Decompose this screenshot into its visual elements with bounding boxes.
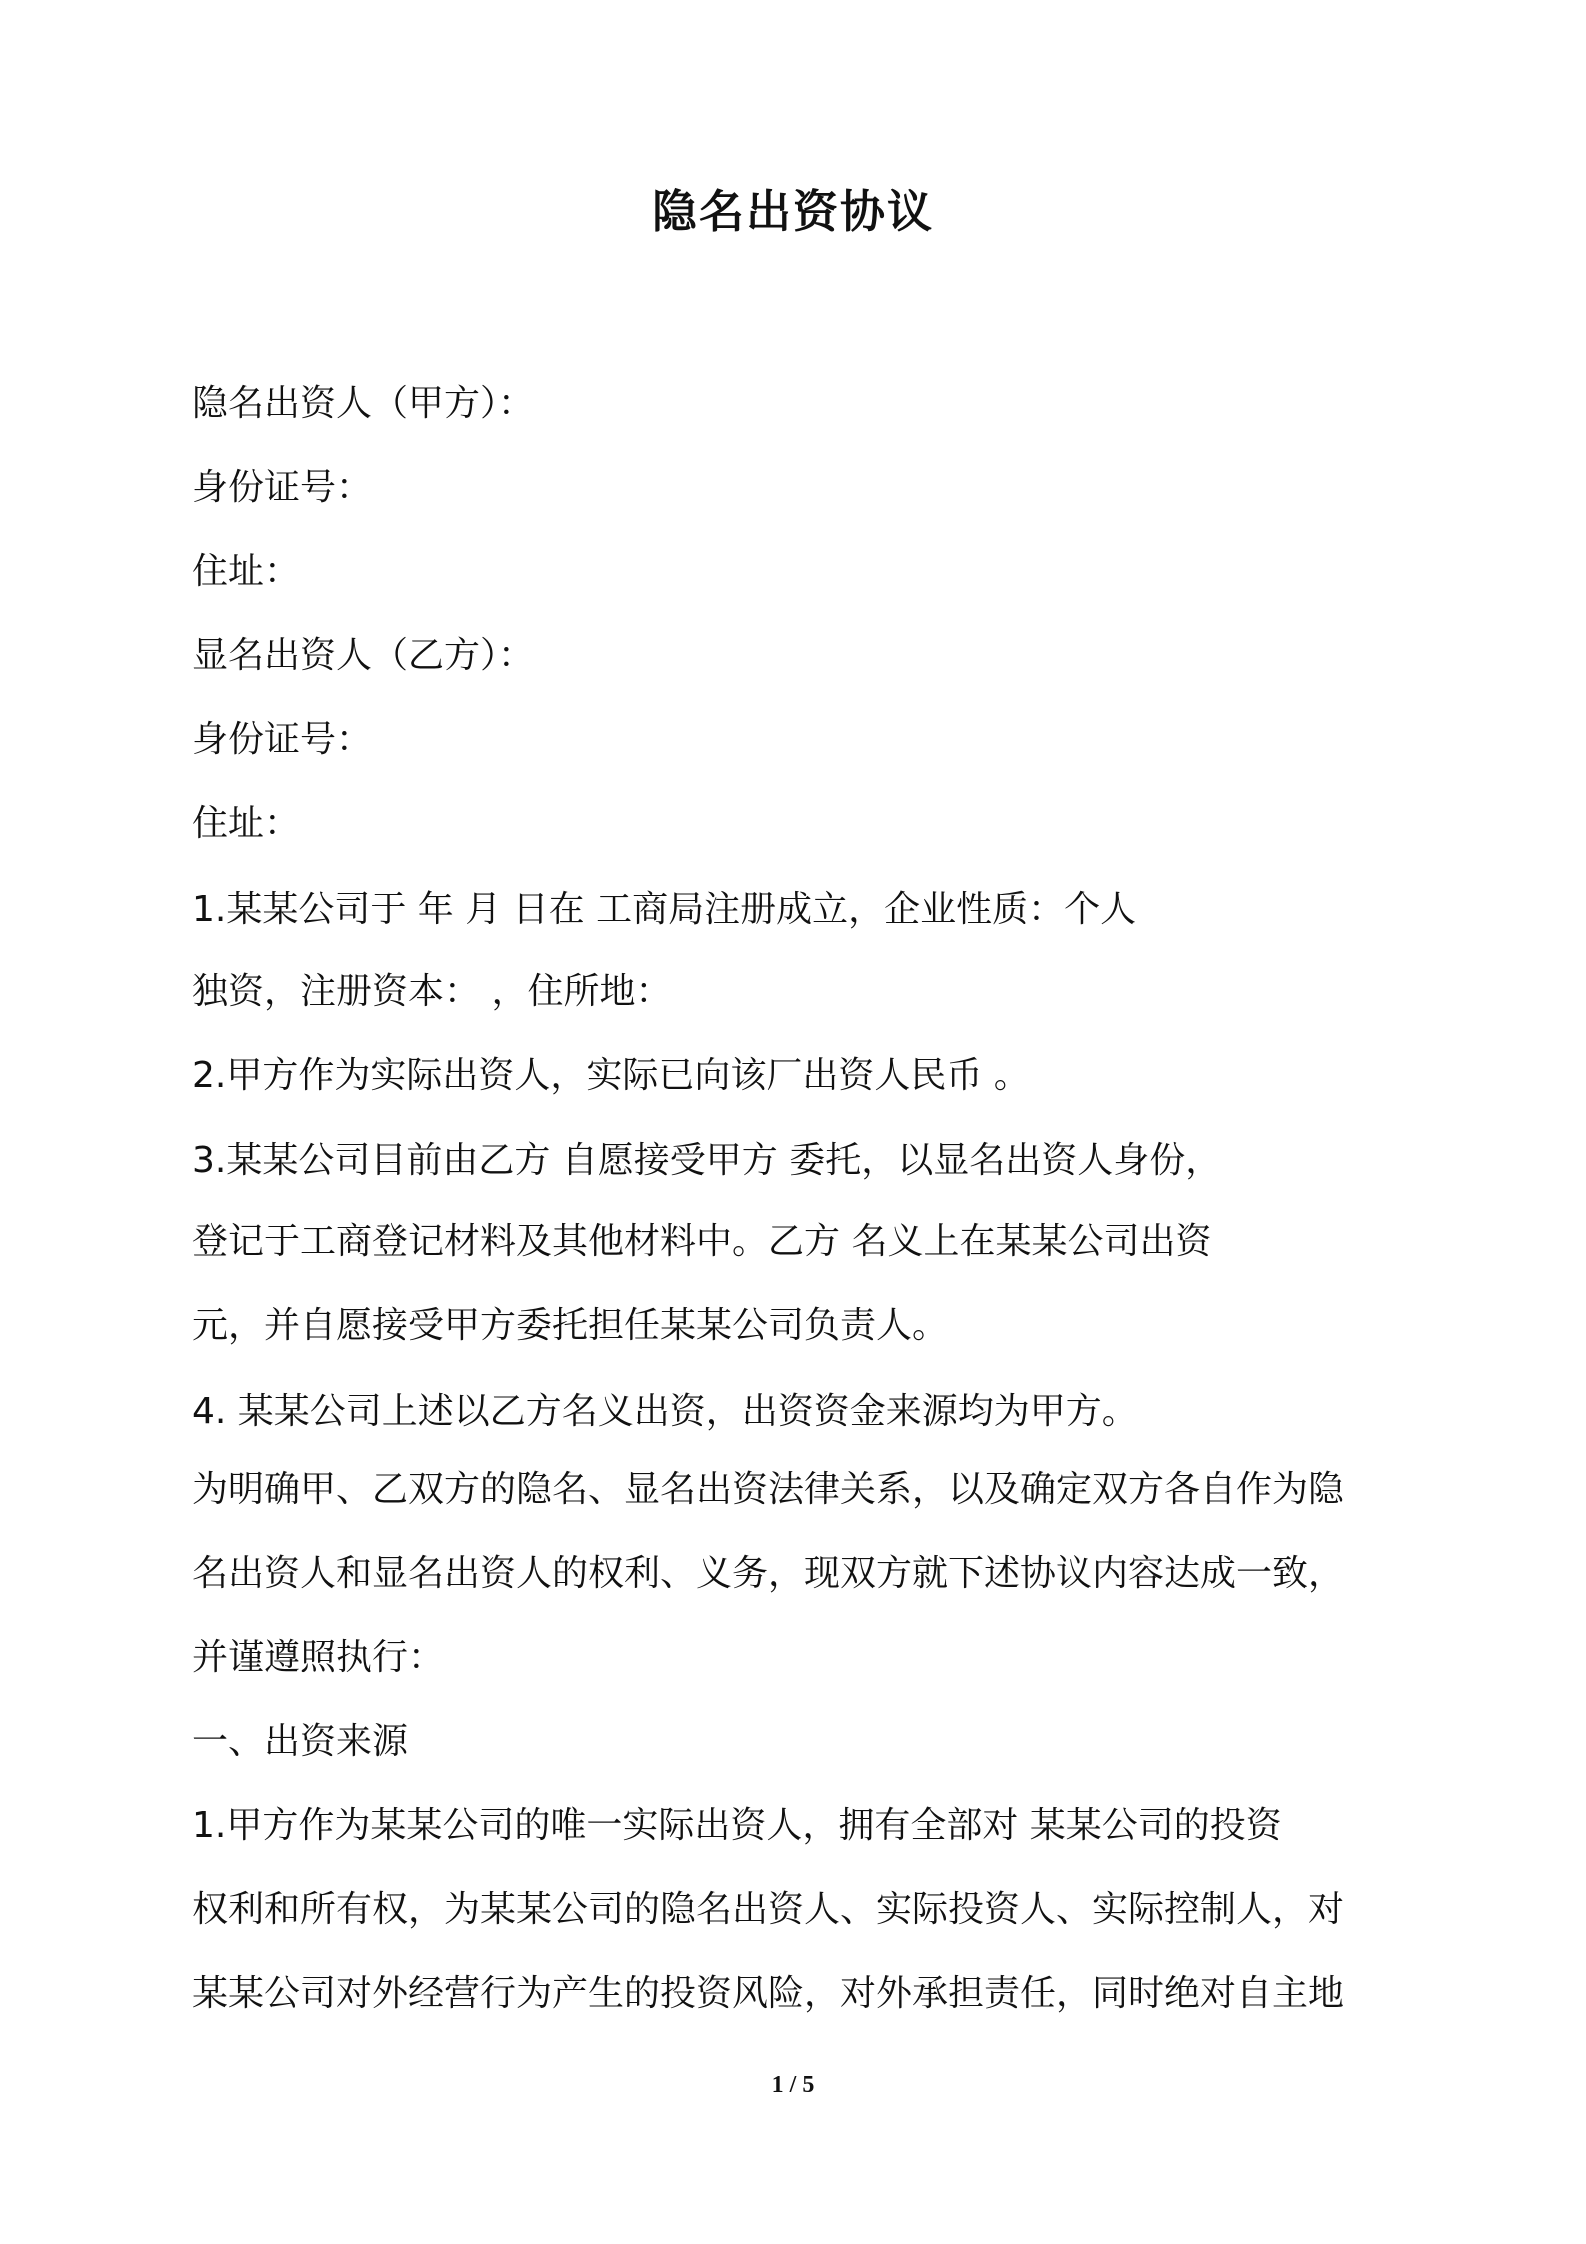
clause-3-line-1: 3.某某公司目前由乙方 自愿接受甲方 委托，以显名出资人身份， (192, 1140, 1222, 1181)
document-title: 隐名出资协议 (651, 185, 934, 238)
page-number: 1 / 5 (771, 2072, 815, 2098)
section-1-heading: 一、出资来源 (192, 1721, 409, 1762)
section-1-item-1-line-1: 1.甲方作为某某公司的唯一实际出资人，拥有全部对 某某公司的投资 (192, 1805, 1282, 1846)
party-b-name-line: 显名出资人（乙方）： (192, 635, 535, 676)
party-b-id-line: 身份证号： (192, 719, 373, 760)
preamble-line-2: 名出资人和显名出资人的权利、义务，现双方就下述协议内容达成一致， (192, 1553, 1345, 1594)
preamble-line-1: 为明确甲、乙双方的隐名、显名出资法律关系，以及确定双方各自作为隐 (192, 1469, 1345, 1510)
clause-1-line-1: 1.某某公司于 年 月 日在 工商局注册成立，企业性质：个人 (192, 889, 1137, 930)
clause-3-line-3: 元，并自愿接受甲方委托担任某某公司负责人。 (192, 1305, 949, 1346)
party-a-address-line: 住址： (192, 551, 301, 592)
clause-4-line: 4. 某某公司上述以乙方名义出资，出资资金来源均为甲方。 (192, 1391, 1138, 1432)
section-1-item-1-line-2: 权利和所有权，为某某公司的隐名出资人、实际投资人、实际控制人，对 (192, 1889, 1345, 1930)
preamble-line-3: 并谨遵照执行： (192, 1637, 445, 1678)
party-a-name-line: 隐名出资人（甲方）： (192, 383, 535, 424)
party-a-id-line: 身份证号： (192, 467, 373, 508)
clause-2-line: 2.甲方作为实际出资人，实际已向该厂出资人民币 。 (192, 1055, 1030, 1096)
party-b-address-line: 住址： (192, 803, 301, 844)
clause-1-line-2: 独资，注册资本： ，住所地： (192, 971, 672, 1012)
clause-3-line-2: 登记于工商登记材料及其他材料中。乙方 名义上在某某公司出资 (192, 1221, 1212, 1262)
section-1-item-1-line-3: 某某公司对外经营行为产生的投资风险，对外承担责任，同时绝对自主地 (192, 1973, 1345, 2014)
